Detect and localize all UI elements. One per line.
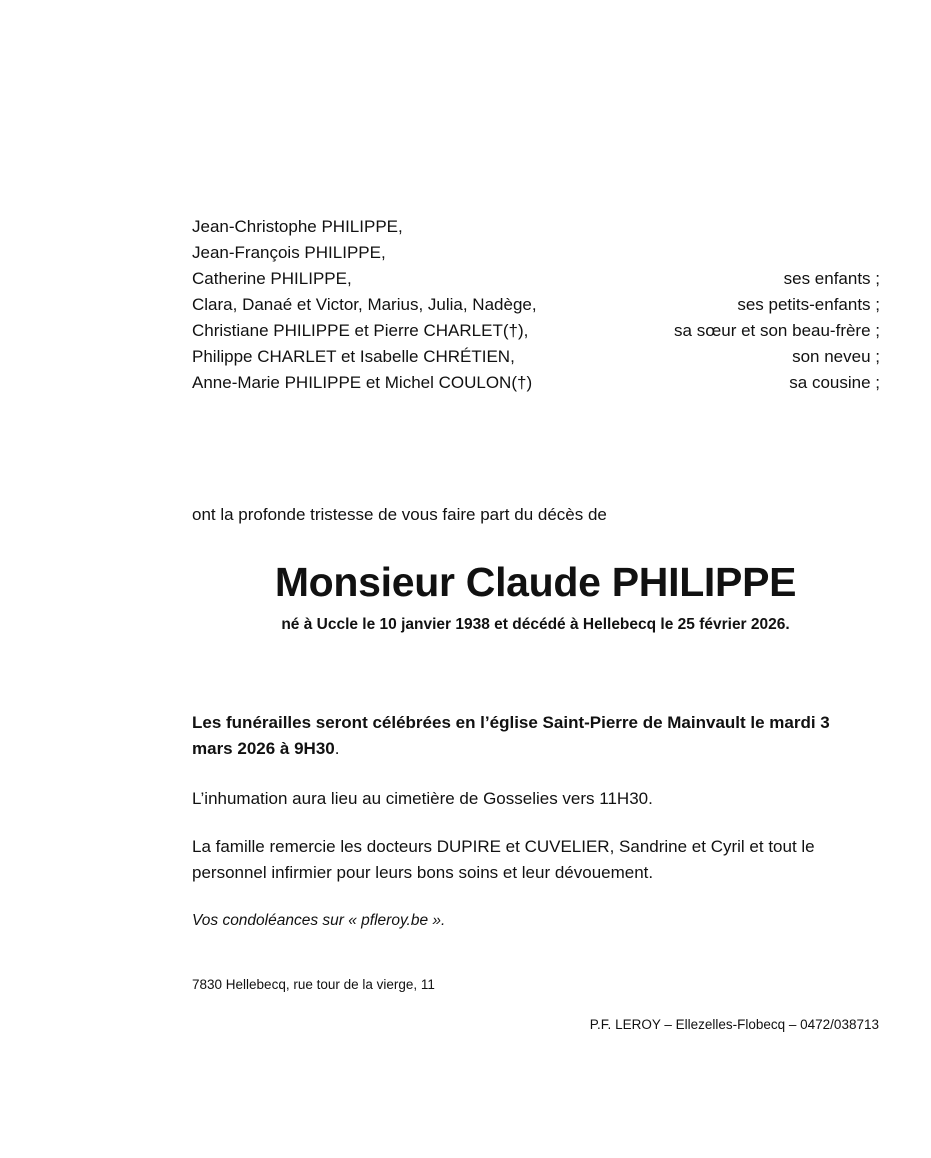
family-row bbox=[192, 266, 880, 292]
family-row bbox=[192, 214, 880, 240]
family-names: Christiane PHILIPPE et Pierre CHARLET(†), bbox=[192, 321, 529, 340]
family-names: Clara, Danaé et Victor, Marius, Julia, Nadège, bbox=[192, 295, 537, 314]
family-row bbox=[192, 240, 880, 266]
family-names: Anne-Marie PHILIPPE et Michel COULON(†) bbox=[192, 373, 533, 392]
family-names: Catherine PHILIPPE, bbox=[192, 269, 352, 288]
family-row bbox=[192, 370, 880, 396]
family-row bbox=[192, 292, 880, 318]
deceased-name: Monsieur Claude PHILIPPE bbox=[274, 559, 797, 605]
condolences-note: Vos condoléances sur « pfleroy.be ». bbox=[192, 912, 446, 929]
announcement-intro: ont la profonde tristesse de vous faire part du décès de bbox=[192, 505, 607, 524]
funeral-details-text: Les funérailles seront célébrées en l’église Saint-Pierre de Mainvault le mardi 3 mars 2026 à 9H30 bbox=[192, 713, 830, 758]
funeral-details bbox=[192, 710, 864, 762]
family-row bbox=[192, 318, 880, 344]
thanks-paragraph: La famille remercie les docteurs DUPIRE et CUVELIER, Sandrine et Cyril et tout le personnel infirmier pour leurs bons soins et leur dévouement. bbox=[192, 837, 815, 882]
family-address: 7830 Hellebecq, rue tour de la vierge, 11 bbox=[192, 977, 435, 992]
funeral-home-info: P.F. LEROY – Ellezelles-Flobecq – 0472/038713 bbox=[589, 1017, 879, 1032]
burial-details: L’inhumation aura lieu au cimetière de Gosselies vers 11H30. bbox=[192, 789, 653, 808]
family-relation: ses petits-enfants ; bbox=[737, 295, 880, 314]
family-names: Philippe CHARLET et Isabelle CHRÉTIEN, bbox=[192, 347, 515, 366]
family-row bbox=[192, 344, 880, 370]
funeral-details-tail: . bbox=[334, 739, 340, 758]
family-relation: son neveu ; bbox=[792, 347, 880, 366]
family-relation: ses enfants ; bbox=[783, 269, 880, 288]
family-relation: sa sœur et son beau-frère ; bbox=[674, 321, 880, 340]
deceased-dates: né à Uccle le 10 janvier 1938 et décédé à Hellebecq le 25 février 2026. bbox=[281, 616, 790, 633]
family-relation: sa cousine ; bbox=[789, 373, 880, 392]
family-names: Jean-François PHILIPPE, bbox=[192, 243, 386, 262]
family-list bbox=[192, 214, 880, 396]
family-names: Jean-Christophe PHILIPPE, bbox=[192, 217, 403, 236]
